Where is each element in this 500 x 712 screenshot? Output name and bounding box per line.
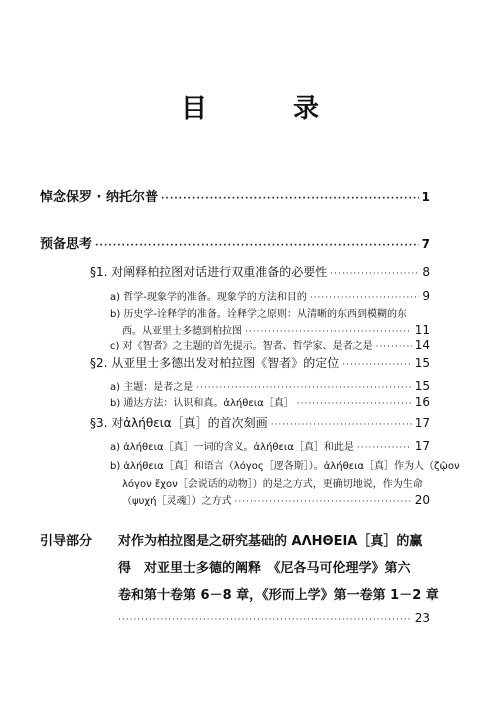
toc-entry-label: a) 主题：是者之是 <box>110 382 194 393</box>
leader-dots <box>271 420 412 430</box>
leader-dots <box>196 383 412 393</box>
toc-entry-natorp[interactable] <box>40 186 430 205</box>
toc-entry-2b[interactable] <box>110 394 430 409</box>
toc-entry-page: 7 <box>421 237 430 251</box>
leader-dots <box>235 497 412 507</box>
toc-entry-page: 8 <box>422 265 430 279</box>
toc-entry-label: a) 哲学-现象学的准备。现象学的方法和目的 <box>110 292 307 303</box>
toc-entry-label: c) 对《智者》之主题的首先提示。智者、哲学家、是者之是 <box>110 341 373 352</box>
leader-dots <box>297 399 412 409</box>
page-title: 目 录 <box>180 94 349 124</box>
toc-entry-label: b) 通达方法：认识和真。ἀλήθεια［真］ <box>110 398 294 409</box>
leader-dots <box>95 241 419 251</box>
toc-entry-3b-line2[interactable]: λόγον ἔχον［会说话的动物］）的是之方式，更确切地说，作为生命 <box>122 479 423 490</box>
toc-entry-1a[interactable] <box>110 288 430 303</box>
toc-entry-page: 20 <box>414 493 430 507</box>
toc-entry-section-1[interactable] <box>90 263 430 280</box>
toc-entry-page: 17 <box>414 439 430 453</box>
toc-entry-label: §1. 对阐释柏拉图对话进行双重准备的必要性 <box>90 265 328 279</box>
toc-entry-1c[interactable] <box>110 337 430 352</box>
toc-entry-preliminary[interactable] <box>40 233 430 252</box>
toc-entry-3b[interactable] <box>122 492 430 507</box>
toc-entry-section-2[interactable] <box>90 354 430 371</box>
intro-part-heading[interactable]: 引导部分 <box>40 534 93 549</box>
leader-dots <box>161 194 419 204</box>
toc-entry-page: 23 <box>414 611 430 625</box>
leader-dots <box>376 342 412 352</box>
toc-entry-3b-line1[interactable]: b) ἀλήθεια［真］和语言（λόγος［逻各斯］）。ἀλήθεια［真］作为人（ζῷον <box>110 461 460 472</box>
intro-title-line3[interactable]: 卷和第十卷第 6－8 章，《形而上学》第一卷第 1－2 章 <box>118 588 439 603</box>
toc-entry-label: §3. 对ἀλήθεια［真］的首次刻画 <box>90 416 268 430</box>
toc-entry-page: 16 <box>414 395 430 409</box>
leader-dots <box>245 327 412 337</box>
toc-entry-label: a) ἀλήθεια［真］一词的含义。ἀλήθεια［真］和此是 <box>110 442 354 453</box>
toc-entry-page: 11 <box>414 323 430 337</box>
leader-dots <box>118 615 412 625</box>
intro-title-line2[interactable]: 得 对亚里士多德的阐释 《尼各马可伦理学》第六 <box>118 561 411 576</box>
toc-entry-page: 17 <box>414 416 430 430</box>
toc-entry-section-3[interactable] <box>90 414 430 431</box>
toc-entry-label: 预备思考 <box>40 237 93 252</box>
leader-dots <box>330 269 419 279</box>
leader-dots <box>342 360 411 370</box>
toc-entry-label: §2. 从亚里士多德出发对柏拉图《智者》的定位 <box>90 356 340 370</box>
toc-entry-page: 1 <box>421 190 430 204</box>
toc-entry-intro[interactable] <box>118 611 430 625</box>
toc-entry-label: 悼念保罗 · 纳托尔普 <box>40 190 158 205</box>
toc-entry-label: 西。从亚里士多德到柏拉图 <box>122 326 242 337</box>
toc-entry-label: （ψυχή［灵魂］）之方式 <box>122 496 232 507</box>
toc-entry-1b[interactable] <box>122 322 430 337</box>
toc-entry-2a[interactable] <box>110 378 430 393</box>
toc-entry-page: 15 <box>414 379 430 393</box>
toc-entry-page: 14 <box>414 338 430 352</box>
toc-entry-page: 9 <box>422 289 430 303</box>
leader-dots <box>310 293 420 303</box>
toc-entry-1b-line1[interactable]: b) 历史学-诠释学的准备。诠释学之原则：从清晰的东西到模糊的东 <box>110 309 408 320</box>
leader-dots <box>357 443 412 453</box>
intro-title-line1[interactable]: 对作为柏拉图是之研究基础的 ΑΛΗΘΕΙΑ［真］的赢 <box>118 534 423 549</box>
toc-entry-3a[interactable] <box>110 438 430 453</box>
toc-entry-page: 15 <box>414 356 430 370</box>
